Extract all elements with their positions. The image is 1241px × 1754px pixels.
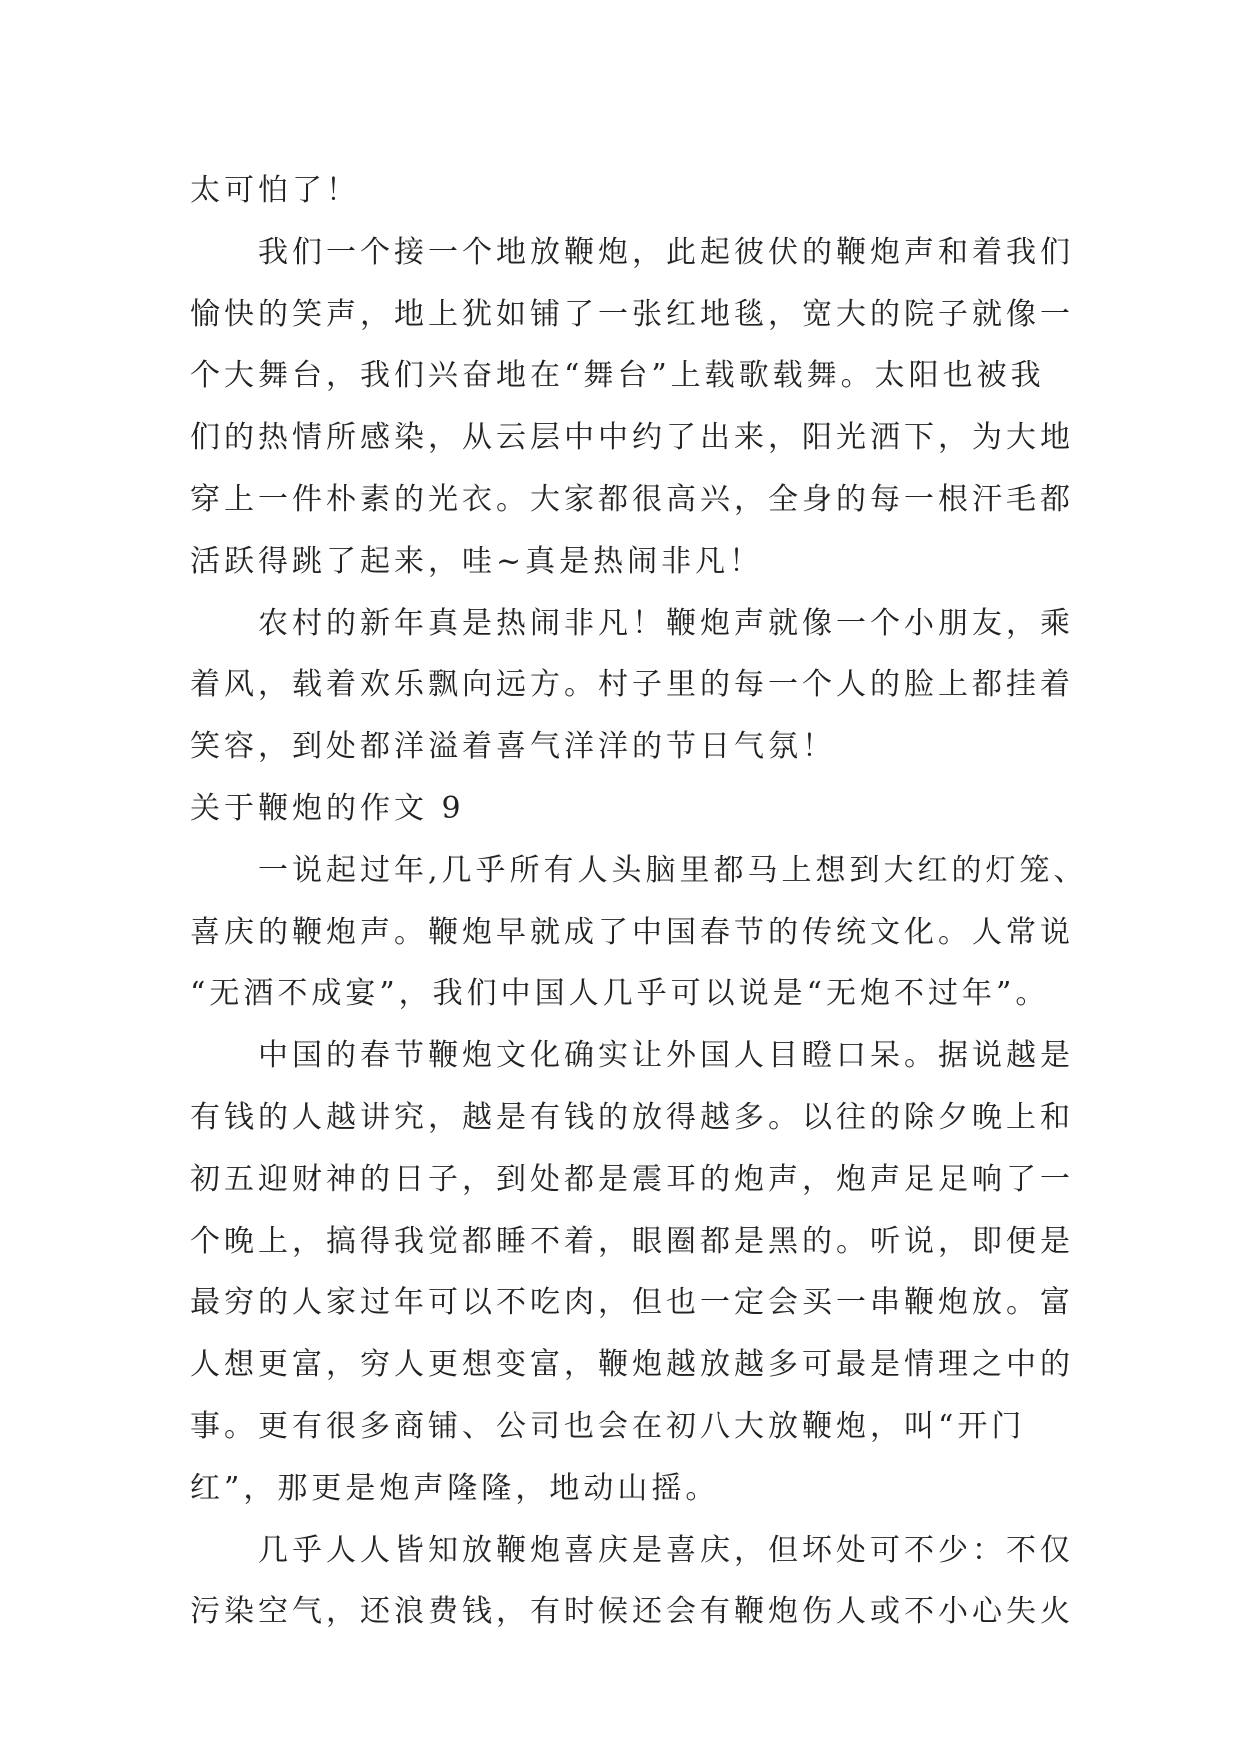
text-line: 太可怕了！ xyxy=(190,173,360,208)
text-line: 最穷的人家过年可以不吃肉，但也一定会买一串鞭炮放。富 xyxy=(190,1285,1074,1321)
text-line: 穿上一件朴素的光衣。大家都很高兴，全身的每一根汗毛都 xyxy=(190,481,1074,517)
text-line: 愉快的笑声，地上犹如铺了一张红地毯，宽大的院子就像一 xyxy=(190,296,1074,332)
paragraph-start-line: 我们一个接一个地放鞭炮，此起彼伏的鞭炮声和着我们 xyxy=(258,234,1074,270)
text-line: “无酒不成宴”，我们中国人几乎可以说是“无炮不过年”。 xyxy=(190,976,1050,1012)
text-line: 笑容，到处都洋溢着喜气洋洋的节日气氛！ xyxy=(190,729,836,765)
section-heading: 关于鞭炮的作文 9 xyxy=(190,790,465,826)
paragraph-start-line: 一说起过年,几乎所有人头脑里都马上想到大红的灯笼、 xyxy=(258,852,1088,888)
document-body xyxy=(190,160,1088,1643)
text-line: 个大舞台，我们兴奋地在“舞台”上载歌载舞。太阳也被我 xyxy=(190,358,1045,394)
text-line: 喜庆的鞭炮声。鞭炮早就成了中国春节的传统文化。人常说 xyxy=(190,914,1074,950)
text-line: 个晚上，搞得我觉都睡不着，眼圈都是黑的。听说，即便是 xyxy=(190,1223,1074,1259)
text-line: 着风，载着欢乐飘向远方。村子里的每一个人的脸上都挂着 xyxy=(190,667,1074,703)
paragraph-start-line: 几乎人人皆知放鞭炮喜庆是喜庆，但坏处可不少：不仅 xyxy=(258,1532,1074,1568)
text-line: 有钱的人越讲究，越是有钱的放得越多。以往的除夕晚上和 xyxy=(190,1099,1074,1135)
text-line: 初五迎财神的日子，到处都是震耳的炮声，炮声足足响了一 xyxy=(190,1161,1074,1197)
text-line: 事。更有很多商铺、公司也会在初八大放鞭炮，叫“开门 xyxy=(190,1408,1026,1444)
text-line: 人想更富，穷人更想变富，鞭炮越放越多可最是情理之中的 xyxy=(190,1347,1074,1383)
text-line: 污染空气，还浪费钱，有时候还会有鞭炮伤人或不小心失火 xyxy=(190,1594,1074,1630)
paragraph-start-line: 中国的春节鞭炮文化确实让外国人目瞪口呆。据说越是 xyxy=(258,1038,1074,1074)
text-line: 红”，那更是炮声隆隆，地动山摇。 xyxy=(190,1470,720,1506)
text-line: 活跃得跳了起来，哇~真是热闹非凡！ xyxy=(190,543,764,579)
paragraph-start-line: 农村的新年真是热闹非凡！鞭炮声就像一个小朋友，乘 xyxy=(258,605,1074,641)
text-line: 们的热情所感染，从云层中中约了出来，阳光洒下，为大地 xyxy=(190,420,1074,456)
